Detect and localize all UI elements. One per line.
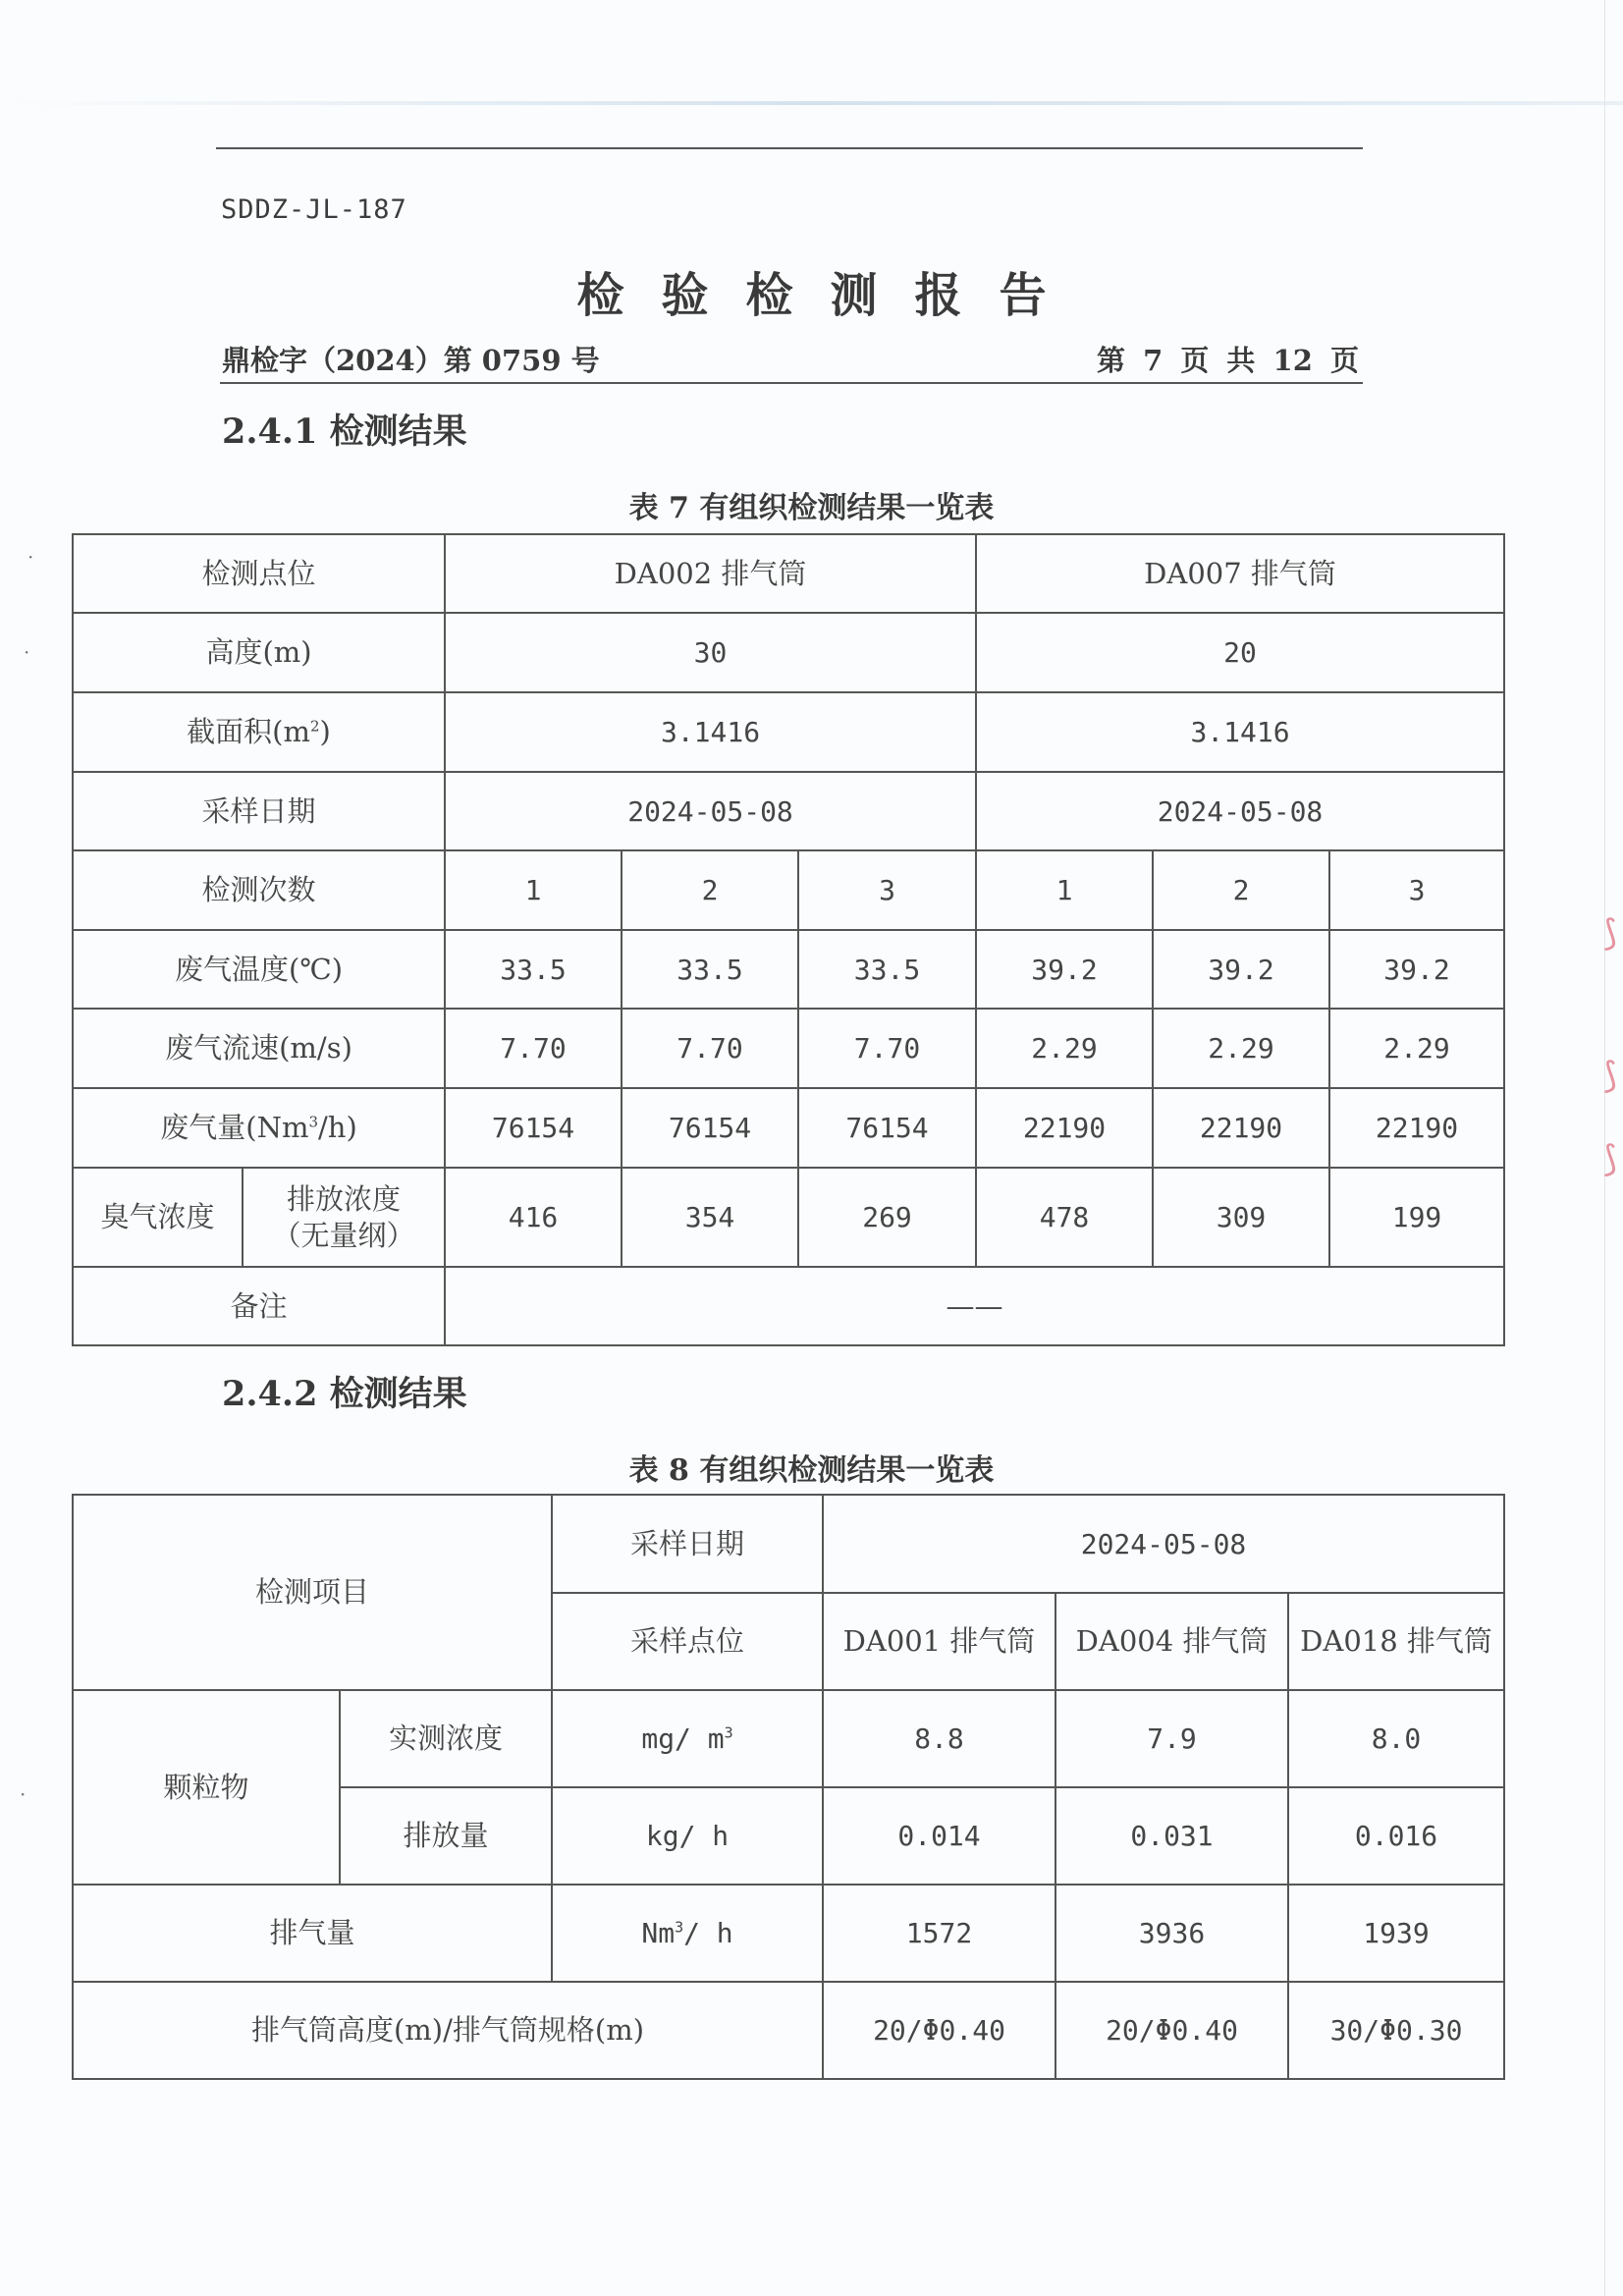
row-label-date: 采样日期	[73, 772, 445, 850]
height-value: 20	[976, 613, 1504, 692]
row-label-emission: 排放浓度 （无量纲）	[243, 1168, 445, 1267]
scan-artifact	[0, 101, 1623, 105]
point-name: DA004 排气筒	[1055, 1593, 1288, 1690]
temp-cell: 39.2	[1153, 930, 1329, 1009]
table-row	[73, 613, 1504, 692]
point-label: 采样点位	[552, 1593, 823, 1690]
table-row	[73, 772, 1504, 850]
speed-cell: 7.70	[798, 1009, 976, 1088]
header-rule	[216, 147, 1363, 149]
count-cell: 2	[1153, 850, 1329, 930]
volume-cell: 22190	[1329, 1088, 1504, 1168]
speed-cell: 7.70	[445, 1009, 622, 1088]
volume-cell: 76154	[798, 1088, 976, 1168]
speed-cell: 2.29	[1153, 1009, 1329, 1088]
section-heading-2-4-2: 2.4.2 检测结果	[222, 1374, 467, 1414]
row-label-point: 检测点位	[73, 534, 445, 613]
scan-speck: ·	[20, 1782, 27, 1806]
odor-cell: 478	[976, 1168, 1153, 1267]
report-title: 检验检测报告	[576, 268, 1084, 323]
speed-cell: 2.29	[1329, 1009, 1504, 1088]
temp-cell: 33.5	[445, 930, 622, 1009]
table-row	[73, 930, 1504, 1009]
row-label-temp: 废气温度(℃)	[73, 930, 445, 1009]
red-stamp-edge: ⟆	[1602, 913, 1617, 954]
count-cell: 3	[798, 850, 976, 930]
rate-label: 排放量	[340, 1787, 552, 1885]
table-row	[73, 1982, 1504, 2079]
table-row	[73, 850, 1504, 930]
row-label-count: 检测次数	[73, 850, 445, 930]
table-row	[73, 1267, 1504, 1345]
row-label-height: 高度(m)	[73, 613, 445, 692]
volume-cell: 76154	[622, 1088, 798, 1168]
date-value: 2024-05-08	[976, 772, 1504, 850]
measured-cell: 7.9	[1055, 1690, 1288, 1787]
table-row	[73, 692, 1504, 772]
volume-cell: 76154	[445, 1088, 622, 1168]
odor-cell: 354	[622, 1168, 798, 1267]
rate-cell: 0.031	[1055, 1787, 1288, 1885]
volume-cell: 22190	[1153, 1088, 1329, 1168]
spec-label: 排气筒高度(m)/排气筒规格(m)	[73, 1982, 823, 2079]
count-cell: 3	[1329, 850, 1504, 930]
table-row	[73, 1690, 1504, 1787]
temp-cell: 33.5	[798, 930, 976, 1009]
table7	[72, 533, 1505, 1346]
unit-rate: kg/ h	[552, 1787, 823, 1885]
count-cell: 1	[976, 850, 1153, 930]
exhaust-cell: 1572	[823, 1885, 1055, 1982]
measured-cell: 8.8	[823, 1690, 1055, 1787]
row-label-odor: 臭气浓度	[73, 1168, 243, 1267]
measured-label: 实测浓度	[340, 1690, 552, 1787]
table-row	[73, 1495, 1504, 1593]
date-value: 2024-05-08	[445, 772, 976, 850]
scan-speck: ·	[27, 545, 34, 569]
temp-cell: 39.2	[1329, 930, 1504, 1009]
exhaust-cell: 1939	[1288, 1885, 1504, 1982]
table-row	[73, 1009, 1504, 1088]
count-cell: 2	[622, 850, 798, 930]
date-label: 采样日期	[552, 1495, 823, 1593]
odor-cell: 309	[1153, 1168, 1329, 1267]
document-code: SDDZ-JL-187	[221, 194, 407, 225]
row-label-speed: 废气流速(m/s)	[73, 1009, 445, 1088]
unit-exhaust: Nm$^3$/ h	[552, 1885, 823, 1982]
volume-cell: 22190	[976, 1088, 1153, 1168]
point-name: DA001 排气筒	[823, 1593, 1055, 1690]
red-stamp-edge: ⟆	[1602, 1139, 1617, 1179]
rate-cell: 0.014	[823, 1787, 1055, 1885]
odor-cell: 416	[445, 1168, 622, 1267]
particulate-label: 颗粒物	[73, 1690, 340, 1885]
table-row	[73, 1885, 1504, 1982]
rate-cell: 0.016	[1288, 1787, 1504, 1885]
table-row	[73, 534, 1504, 613]
temp-cell: 39.2	[976, 930, 1153, 1009]
page-info: 第 7 页 共 12 页	[1096, 344, 1359, 377]
remark-value: ——	[445, 1267, 1504, 1345]
table-row	[73, 1168, 1504, 1267]
odor-cell: 269	[798, 1168, 976, 1267]
point-name: DA018 排气筒	[1288, 1593, 1504, 1690]
area-value: 3.1416	[976, 692, 1504, 772]
report-header-line	[220, 339, 1363, 384]
report-number: 鼎检字（2024）第 0759 号	[222, 344, 600, 377]
exhaust-cell: 3936	[1055, 1885, 1288, 1982]
measured-cell: 8.0	[1288, 1690, 1504, 1787]
table8-caption: 表 8 有组织检测结果一览表	[628, 1453, 995, 1488]
table7-caption: 表 7 有组织检测结果一览表	[628, 491, 995, 525]
spec-cell: 20/Φ0.40	[823, 1982, 1055, 2079]
row-label-remark: 备注	[73, 1267, 445, 1345]
table-row	[73, 1088, 1504, 1168]
point-name: DA007 排气筒	[976, 534, 1504, 613]
date-value: 2024-05-08	[823, 1495, 1504, 1593]
item-header: 检测项目	[73, 1495, 552, 1690]
section-heading-2-4-1: 2.4.1 检测结果	[222, 411, 467, 452]
row-label-area: 截面积$(m^2)$	[73, 692, 445, 772]
scan-speck: ·	[24, 640, 30, 664]
unit-conc: mg/ $m^3$	[552, 1690, 823, 1787]
speed-cell: 2.29	[976, 1009, 1153, 1088]
height-value: 30	[445, 613, 976, 692]
row-label-volume: 废气量(Nm$^3$/h)	[73, 1088, 445, 1168]
point-name: DA002 排气筒	[445, 534, 976, 613]
odor-cell: 199	[1329, 1168, 1504, 1267]
speed-cell: 7.70	[622, 1009, 798, 1088]
count-cell: 1	[445, 850, 622, 930]
table8	[72, 1494, 1505, 2080]
area-value: 3.1416	[445, 692, 976, 772]
exhaust-label: 排气量	[73, 1885, 552, 1982]
temp-cell: 33.5	[622, 930, 798, 1009]
red-stamp-edge: ⟆	[1602, 1056, 1617, 1096]
spec-cell: 20/Φ0.40	[1055, 1982, 1288, 2079]
spec-cell: 30/Φ0.30	[1288, 1982, 1504, 2079]
